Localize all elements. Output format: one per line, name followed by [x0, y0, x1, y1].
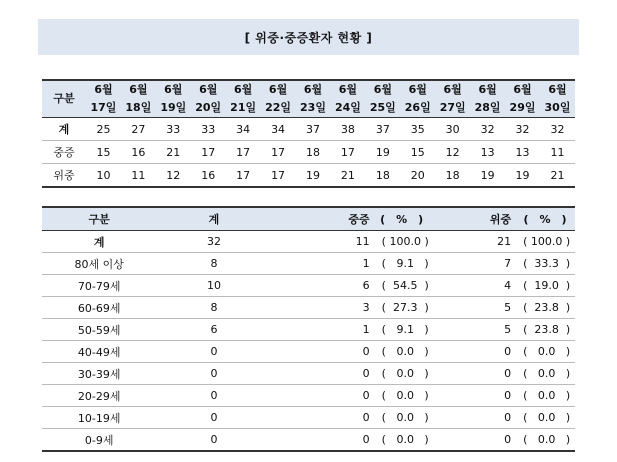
daily-header-day: [435, 80, 470, 118]
age-cell-total: 0: [156, 407, 271, 429]
daily-header-day: [226, 80, 261, 118]
age-cell-severe-pct: ( 0.0 ): [374, 407, 430, 429]
age-cell-total: 8: [156, 253, 271, 275]
day-date: 27일: [439, 101, 466, 114]
day-month: 6월: [268, 83, 288, 96]
age-cell-critical: 21: [430, 231, 515, 253]
age-cell-severe: 11: [272, 231, 374, 253]
daily-cell: 25: [86, 118, 121, 141]
day-date: 28일: [474, 101, 501, 114]
daily-cell: 27: [121, 118, 156, 141]
daily-header-day: [505, 80, 540, 118]
day-month: 6월: [443, 83, 462, 96]
daily-cell: 13: [470, 141, 505, 164]
age-row: [42, 275, 575, 297]
daily-cell: 12: [435, 141, 470, 164]
age-header-row: [42, 207, 575, 231]
age-cell-critical: 7: [430, 253, 515, 275]
age-cell-severe-pct: ( 54.5 ): [374, 275, 430, 297]
age-cell-critical: 4: [430, 275, 515, 297]
day-date: 30일: [544, 101, 571, 114]
daily-cell: 20: [400, 164, 435, 188]
daily-header-label: 구분: [42, 80, 86, 118]
age-header-critical: 위중: [430, 207, 515, 231]
daily-cell: 11: [121, 164, 156, 188]
age-cell-critical: 0: [430, 363, 515, 385]
age-cell-critical: 0: [430, 341, 515, 363]
age-cell-critical-pct: ( 0.0 ): [515, 385, 575, 407]
age-cell-critical-pct: ( 23.8 ): [515, 319, 575, 341]
age-row: [42, 297, 575, 319]
daily-cell: 19: [505, 164, 540, 188]
age-cell-total: 0: [156, 429, 271, 452]
daily-cell: 15: [86, 141, 121, 164]
day-date: 17일: [90, 101, 117, 114]
age-row: [42, 319, 575, 341]
daily-header-day: [261, 80, 296, 118]
age-header-label: 구분: [42, 207, 156, 231]
age-header-severe-pct: ( % ): [374, 207, 430, 231]
day-month: 6월: [478, 83, 497, 96]
daily-header-day: [330, 80, 365, 118]
age-row: [42, 341, 575, 363]
daily-cell: 19: [365, 141, 400, 164]
age-cell-severe: 0: [272, 363, 374, 385]
daily-header-day: [86, 80, 121, 118]
day-month: 6월: [373, 83, 392, 96]
daily-cell: 21: [330, 164, 365, 188]
age-cell-severe: 0: [272, 385, 374, 407]
daily-header-row: [42, 80, 575, 118]
age-cell-total: 0: [156, 385, 271, 407]
daily-header-day: [400, 80, 435, 118]
age-cell-critical-pct: ( 33.3 ): [515, 253, 575, 275]
age-cell-critical-pct: ( 100.0 ): [515, 231, 575, 253]
age-cell-label: 0-9세: [42, 429, 156, 452]
daily-header-day: [365, 80, 400, 118]
age-cell-label: 10-19세: [42, 407, 156, 429]
day-date: 20일: [195, 101, 222, 114]
age-cell-severe: 6: [272, 275, 374, 297]
age-cell-severe-pct: ( 9.1 ): [374, 319, 430, 341]
daily-status-table: [42, 79, 575, 188]
daily-cell: 17: [330, 141, 365, 164]
age-cell-label: 80세 이상: [42, 253, 156, 275]
age-cell-severe: 1: [272, 253, 374, 275]
age-cell-critical: 5: [430, 319, 515, 341]
age-row: [42, 385, 575, 407]
age-cell-total: 32: [156, 231, 271, 253]
daily-cell: 34: [261, 118, 296, 141]
daily-cell: 17: [261, 164, 296, 188]
day-month: 6월: [164, 83, 183, 96]
age-cell-severe-pct: ( 27.3 ): [374, 297, 430, 319]
age-cell-severe: 1: [272, 319, 374, 341]
page-title: [ 위중·중증환자 현황 ]: [38, 19, 579, 55]
age-cell-severe-pct: ( 100.0 ): [374, 231, 430, 253]
daily-cell: 12: [156, 164, 191, 188]
age-row: [42, 231, 575, 253]
age-row: [42, 429, 575, 452]
daily-cell: 32: [505, 118, 540, 141]
age-cell-label: 70-79세: [42, 275, 156, 297]
daily-header-day: [156, 80, 191, 118]
daily-row: [42, 118, 575, 141]
age-cell-total: 10: [156, 275, 271, 297]
daily-cell: 16: [121, 141, 156, 164]
age-cell-critical: 0: [430, 385, 515, 407]
day-month: 6월: [338, 83, 358, 96]
day-month: 6월: [199, 83, 218, 96]
daily-header-day: [121, 80, 156, 118]
age-status-table: [42, 206, 575, 452]
daily-cell: 21: [156, 141, 191, 164]
daily-row: [42, 164, 575, 188]
day-month: 6월: [303, 83, 323, 96]
day-month: 6월: [408, 83, 427, 96]
daily-cell: 18: [296, 141, 331, 164]
daily-cell: 19: [470, 164, 505, 188]
age-cell-critical: 0: [430, 429, 515, 452]
age-cell-severe-pct: ( 0.0 ): [374, 385, 430, 407]
age-cell-critical: 0: [430, 407, 515, 429]
age-cell-severe: 0: [272, 429, 374, 452]
age-header-severe: 중증: [272, 207, 374, 231]
age-cell-critical: 5: [430, 297, 515, 319]
day-date: 23일: [300, 101, 326, 114]
age-cell-critical-pct: ( 0.0 ): [515, 429, 575, 452]
age-cell-severe-pct: ( 0.0 ): [374, 341, 430, 363]
daily-row-label: 위중: [42, 164, 86, 188]
age-cell-label: 50-59세: [42, 319, 156, 341]
day-month: 6월: [94, 83, 113, 96]
age-row: [42, 253, 575, 275]
daily-cell: 10: [86, 164, 121, 188]
daily-cell: 21: [540, 164, 575, 188]
daily-row-label: 계: [42, 118, 86, 141]
age-cell-total: 8: [156, 297, 271, 319]
age-cell-critical-pct: ( 0.0 ): [515, 363, 575, 385]
age-cell-critical-pct: ( 23.8 ): [515, 297, 575, 319]
daily-cell: 30: [435, 118, 470, 141]
daily-cell: 18: [365, 164, 400, 188]
age-cell-label: 계: [42, 231, 156, 253]
day-month: 6월: [129, 83, 148, 96]
daily-cell: 38: [330, 118, 365, 141]
daily-header-day: [296, 80, 331, 118]
daily-header-day: [540, 80, 575, 118]
age-cell-severe: 0: [272, 341, 374, 363]
daily-header-day: [470, 80, 505, 118]
daily-cell: 35: [400, 118, 435, 141]
daily-cell: 17: [226, 164, 261, 188]
daily-cell: 11: [540, 141, 575, 164]
daily-cell: 18: [435, 164, 470, 188]
age-cell-total: 6: [156, 319, 271, 341]
age-row: [42, 407, 575, 429]
day-date: 18일: [125, 101, 152, 114]
age-cell-critical-pct: ( 19.0 ): [515, 275, 575, 297]
daily-cell: 13: [505, 141, 540, 164]
age-header-total: 계: [156, 207, 271, 231]
daily-cell: 37: [296, 118, 331, 141]
age-cell-critical-pct: ( 0.0 ): [515, 407, 575, 429]
age-cell-label: 30-39세: [42, 363, 156, 385]
age-cell-severe: 3: [272, 297, 374, 319]
daily-row-label: 중증: [42, 141, 86, 164]
daily-cell: 17: [191, 141, 226, 164]
age-cell-total: 0: [156, 341, 271, 363]
daily-cell: 19: [296, 164, 331, 188]
day-month: 6월: [513, 83, 532, 96]
age-cell-severe: 0: [272, 407, 374, 429]
daily-cell: 16: [191, 164, 226, 188]
day-date: 21일: [230, 101, 257, 114]
age-cell-label: 20-29세: [42, 385, 156, 407]
day-date: 29일: [509, 101, 536, 114]
daily-cell: 33: [191, 118, 226, 141]
day-date: 22일: [265, 101, 292, 114]
daily-cell: 34: [226, 118, 261, 141]
day-month: 6월: [548, 83, 567, 96]
daily-cell: 17: [261, 141, 296, 164]
daily-cell: 17: [226, 141, 261, 164]
age-cell-severe-pct: ( 0.0 ): [374, 429, 430, 452]
age-cell-critical-pct: ( 0.0 ): [515, 341, 575, 363]
day-date: 26일: [404, 101, 431, 114]
age-row: [42, 363, 575, 385]
daily-cell: 32: [540, 118, 575, 141]
age-cell-label: 60-69세: [42, 297, 156, 319]
day-month: 6월: [234, 83, 253, 96]
day-date: 25일: [369, 101, 396, 114]
daily-cell: 37: [365, 118, 400, 141]
age-cell-severe-pct: ( 0.0 ): [374, 363, 430, 385]
age-cell-severe-pct: ( 9.1 ): [374, 253, 430, 275]
daily-cell: 32: [470, 118, 505, 141]
daily-row: [42, 141, 575, 164]
daily-header-day: [191, 80, 226, 118]
daily-cell: 15: [400, 141, 435, 164]
age-header-critical-pct: ( % ): [515, 207, 575, 231]
daily-cell: 33: [156, 118, 191, 141]
age-cell-label: 40-49세: [42, 341, 156, 363]
age-cell-total: 0: [156, 363, 271, 385]
day-date: 19일: [160, 101, 187, 114]
day-date: 24일: [334, 101, 361, 114]
